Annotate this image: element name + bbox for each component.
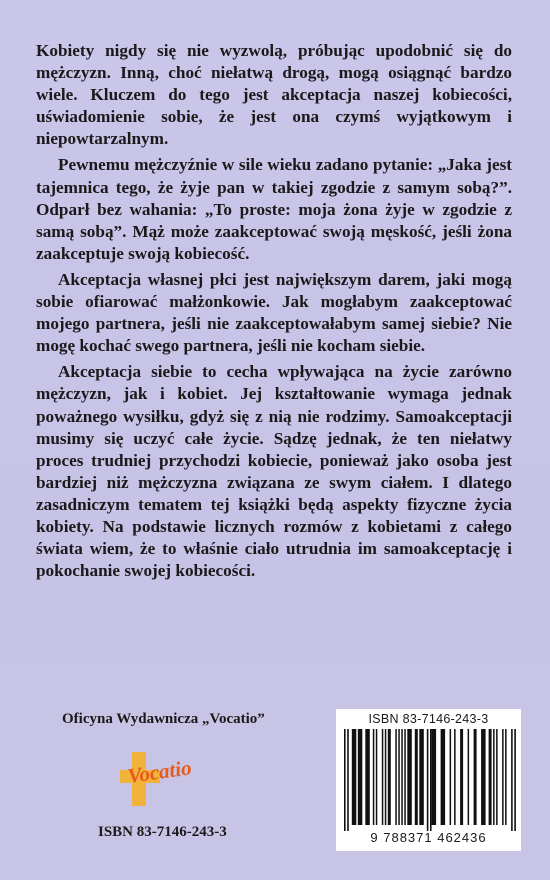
barcode-bar	[385, 729, 387, 825]
barcode-bar	[441, 729, 446, 825]
publisher-name: Oficyna Wydawnicza „Vocatio”	[62, 711, 265, 727]
blurb-paragraph-3: Akceptacja własnej płci jest największym darem, jaki mogą sobie ofiarować małżonkowie. Jak mogłabym zaakceptować mojego partnera, jeśli nie zaakceptowałabym samej siebie? Nie mogę kochać swego partnera, jeśli nie kocham siebie.	[36, 269, 512, 356]
barcode-bar	[474, 729, 477, 825]
barcode-isbn-label: ISBN 83-7146-243-3	[368, 712, 489, 726]
barcode-bar	[468, 729, 470, 825]
barcode-bar	[398, 729, 400, 825]
barcode-digits: 9 788371 462436	[370, 830, 487, 845]
blurb-text	[36, 40, 512, 582]
barcode-bar	[395, 729, 397, 825]
barcode-bar	[347, 729, 349, 831]
barcode-bar	[505, 729, 507, 825]
barcode-bar	[502, 729, 504, 825]
barcode-bar	[415, 729, 418, 825]
barcode-bar	[404, 729, 406, 825]
blurb-paragraph-1: Kobiety nigdy się nie wyzwolą, próbując upodobnić się do mężczyzn. Inną, choć niełatwą drogą, mogą osiągnąć bardzo wiele. Kluczem do tego jest akceptacja naszej kobiecości, uświadomienie sobie, że jest ona czymś wyjątkowym i niepowtarzalnym.	[36, 41, 512, 149]
barcode-icon	[340, 729, 517, 831]
barcode-bar	[430, 729, 432, 831]
barcode-bar	[427, 729, 429, 831]
barcode-bar	[407, 729, 412, 825]
barcode-bar	[401, 729, 403, 825]
barcode	[336, 709, 521, 851]
barcode-bar	[489, 729, 492, 825]
barcode-bar	[388, 729, 391, 825]
barcode-bar	[454, 729, 456, 825]
barcode-bar	[460, 729, 463, 825]
barcode-bar	[514, 729, 516, 831]
barcode-bar	[496, 729, 498, 825]
barcode-bar	[432, 729, 437, 825]
barcode-bar	[344, 729, 346, 831]
barcode-bar	[481, 729, 486, 825]
barcode-bar	[382, 729, 384, 825]
barcode-bar	[511, 729, 513, 831]
cross-logo-icon	[118, 746, 208, 808]
barcode-bar	[419, 729, 424, 825]
barcode-bar	[373, 729, 375, 825]
barcode-bar	[352, 729, 357, 825]
logo-wordmark: Vocatio	[126, 755, 193, 789]
blurb-paragraph-2: Pewnemu mężczyźnie w sile wieku zadano pytanie: „Jaka jest tajemnica tego, że żyje pan w takiej zgodzie z samym sobą?”. Odparł bez wahania: „To proste: moja żona żyje w zgodzie z samą sobą”. Mąż może zaakceptować swoją męskość, jeśli żona zaakceptuje swoją kobiecość.	[36, 155, 512, 263]
blurb-paragraph-4: Akceptacja siebie to cecha wpływająca na życie zarówno mężczyzn, jak i kobiet. Jej kształtowanie wymaga jednak poważnego wysiłku, gdyż się z nią nie rodzimy. Samoakceptacji musimy się uczyć całe życie. Sądzę jednak, że ten niełatwy proces trudniej przychodzi kobiecie, ponieważ jako osoba jest bardziej niż mężczyzna związana ze swym ciałem. I dlatego zasadniczym tematem tej książki będą aspekty fizyczne życia kobiety. Na podstawie licznych rozmów z kobietami z całego świata wiem, że to właśnie ciało utrudnia im samoakceptację i pokochanie swojej kobiecości.	[36, 362, 512, 581]
barcode-bar	[493, 729, 495, 825]
isbn-number: ISBN 83-7146-243-3	[98, 824, 227, 840]
barcode-bar	[358, 729, 363, 825]
barcode-bar	[365, 729, 370, 825]
barcode-bar	[450, 729, 452, 825]
publisher-logo	[118, 746, 208, 808]
barcode-bar	[376, 729, 378, 825]
